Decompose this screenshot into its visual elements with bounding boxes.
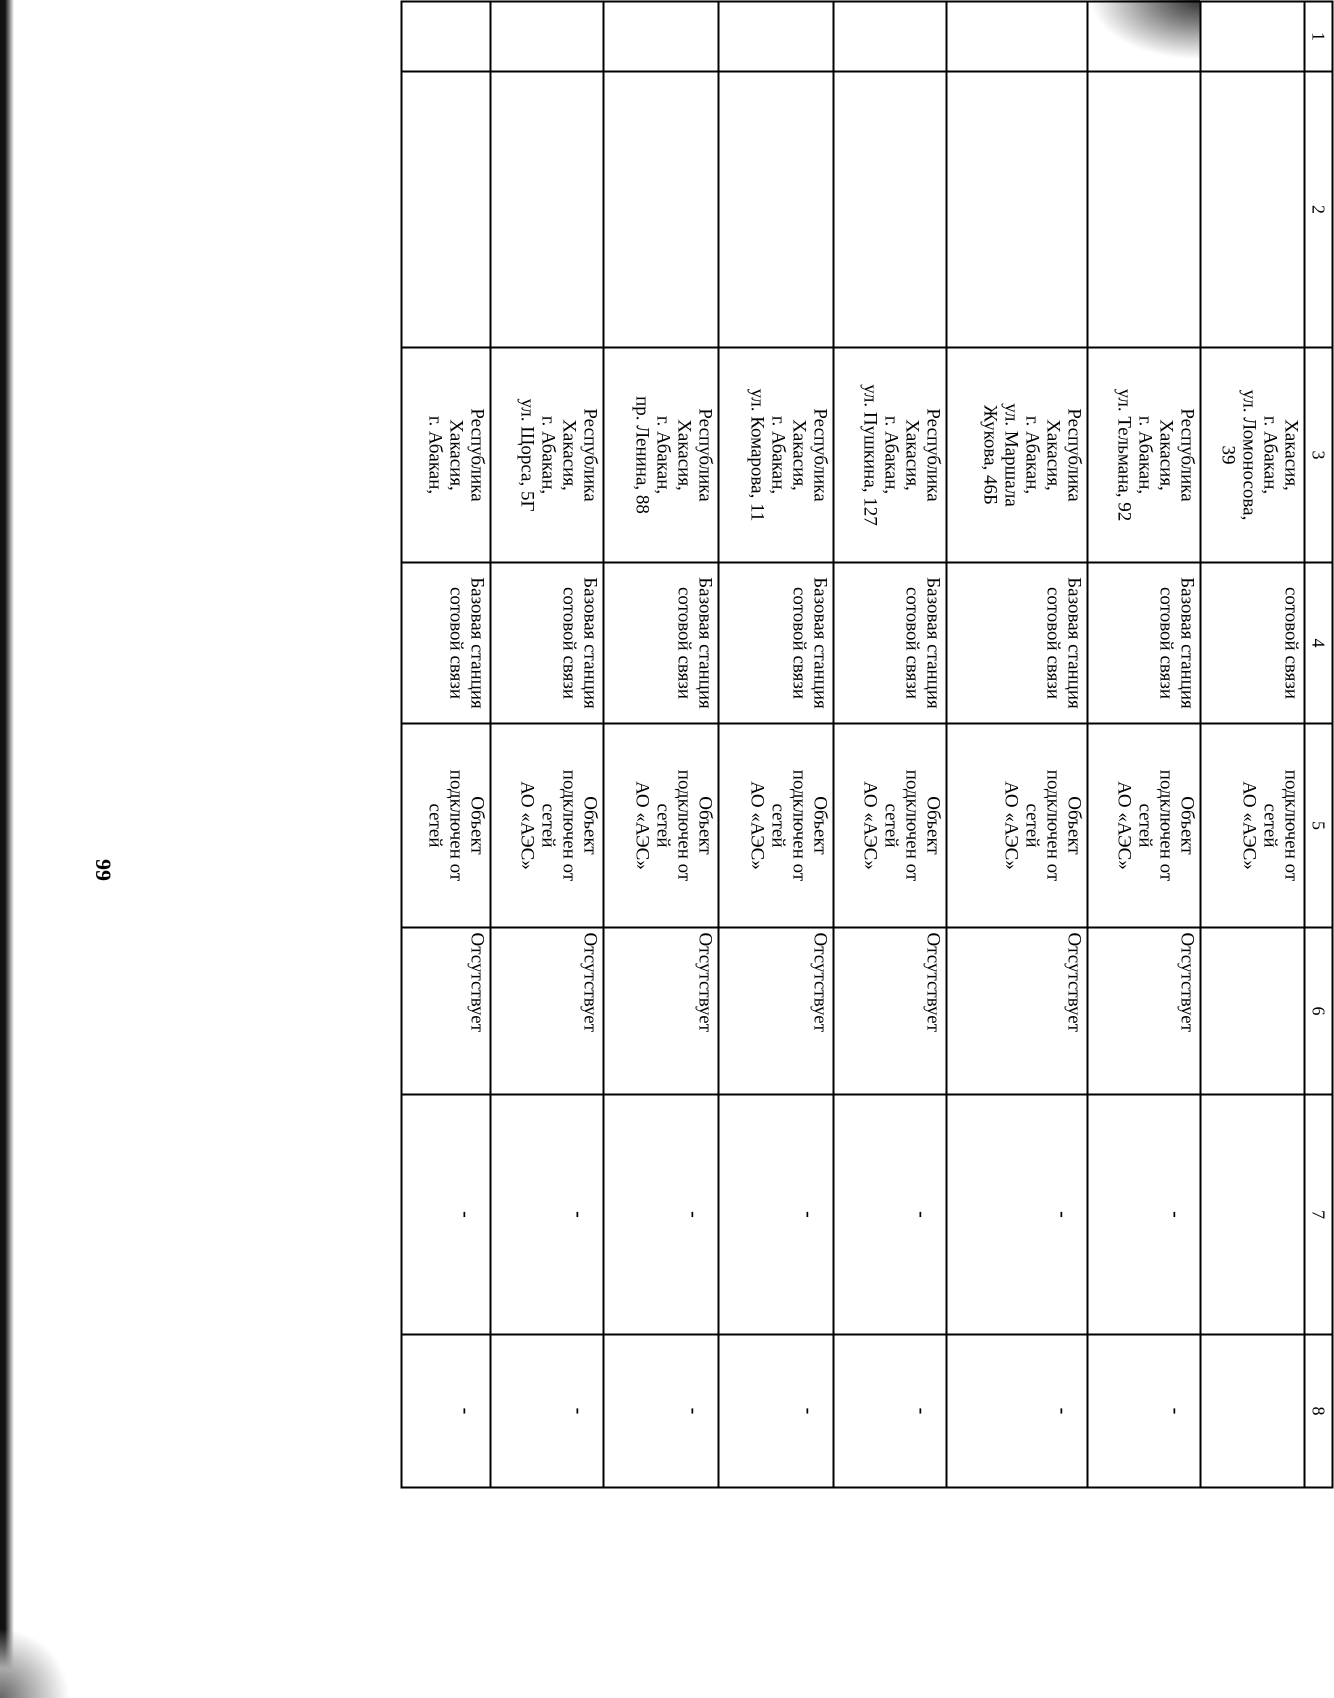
- cell-address: Республика Хакасия, г. Абакан, ул. Тельмана, 92: [1088, 347, 1201, 562]
- header-cell: 5: [1305, 723, 1333, 927]
- cell-connection: Объект подключен от сетей АО «АЭС»: [604, 723, 719, 927]
- cell-number: [1088, 1, 1201, 71]
- header-cell: 4: [1305, 562, 1333, 723]
- cell-purpose: Базовая станция сотовой связи: [604, 562, 719, 723]
- cell-name: [947, 71, 1088, 347]
- cell-status: Отсутствует: [947, 927, 1088, 1094]
- cell-col8: -: [491, 1334, 604, 1487]
- cell-address: Хакасия, г. Абакан, ул. Ломоносова, 39: [1201, 347, 1305, 562]
- cell-number: [947, 1, 1088, 71]
- cell-purpose: Базовая станция сотовой связи: [947, 562, 1088, 723]
- header-cell: 1: [1305, 1, 1333, 71]
- header-cell: 8: [1305, 1334, 1333, 1487]
- cell-name: [491, 71, 604, 347]
- cell-purpose: Базовая станция сотовой связи: [834, 562, 947, 723]
- cell-number: [604, 1, 719, 71]
- cell-col8: -: [604, 1334, 719, 1487]
- cell-connection: Объект подключен от сетей АО «АЭС»: [1088, 723, 1201, 927]
- cell-number: [402, 1, 491, 71]
- cell-status: [1201, 927, 1305, 1094]
- page-number: 99: [91, 859, 116, 881]
- cell-status: Отсутствует: [719, 927, 834, 1094]
- cell-col8: -: [1088, 1334, 1201, 1487]
- cell-status: Отсутствует: [834, 927, 947, 1094]
- cell-connection: Объект подключен от сетей: [402, 723, 491, 927]
- cell-col7: [1201, 1094, 1305, 1334]
- cell-col7: -: [947, 1094, 1088, 1334]
- cell-address: Республика Хакасия, г. Абакан, ул. Маршала Жукова, 46Б: [947, 347, 1088, 562]
- cell-number: [834, 1, 947, 71]
- cell-col7: -: [1088, 1094, 1201, 1334]
- header-cell: 6: [1305, 927, 1333, 1094]
- cell-connection: Объект подключен от сетей АО «АЭС»: [834, 723, 947, 927]
- cell-status: Отсутствует: [1088, 927, 1201, 1094]
- cell-status: Отсутствует: [491, 927, 604, 1094]
- header-cell: 2: [1305, 71, 1333, 347]
- table-row: [1088, 1, 1201, 1487]
- cell-name: [1088, 71, 1201, 347]
- cell-address: Республика Хакасия, г. Абакан, ул. Пушкина, 127: [834, 347, 947, 562]
- cell-purpose: Базовая станция сотовой связи: [1088, 562, 1201, 723]
- cell-col8: -: [402, 1334, 491, 1487]
- cell-number: [1201, 1, 1305, 71]
- table-row: [491, 1, 604, 1487]
- cell-col7: -: [402, 1094, 491, 1334]
- cell-connection: Объект подключен от сетей АО «АЭС»: [947, 723, 1088, 927]
- table-row: [834, 1, 947, 1487]
- facilities-table: [401, 0, 1334, 1488]
- cell-address: Республика Хакасия, г. Абакан, пр. Ленина, 88: [604, 347, 719, 562]
- cell-number: [491, 1, 604, 71]
- cell-purpose: Базовая станция сотовой связи: [491, 562, 604, 723]
- cell-number: [719, 1, 834, 71]
- cell-col7: -: [834, 1094, 947, 1334]
- cell-name: [834, 71, 947, 347]
- table-row: [402, 1, 491, 1487]
- cell-col8: -: [719, 1334, 834, 1487]
- cell-col8: -: [947, 1334, 1088, 1487]
- header-cell: 7: [1305, 1094, 1333, 1334]
- cell-col7: -: [491, 1094, 604, 1334]
- header-cell: 3: [1305, 347, 1333, 562]
- cell-connection: Объект подключен от сетей АО «АЭС»: [719, 723, 834, 927]
- cell-purpose: сотовой связи: [1201, 562, 1305, 723]
- rotated-table-wrapper: [405, 0, 1334, 1486]
- cell-name: [402, 71, 491, 347]
- cell-purpose: Базовая станция сотовой связи: [402, 562, 491, 723]
- cell-name: [719, 71, 834, 347]
- table-row: [947, 1, 1088, 1487]
- cell-col8: -: [834, 1334, 947, 1487]
- cell-status: Отсутствует: [402, 927, 491, 1094]
- cell-connection: подключен от сетей АО «АЭС»: [1201, 723, 1305, 927]
- table-row: [1201, 1, 1305, 1487]
- cell-address: Республика Хакасия, г. Абакан, ул. Комарова, 11: [719, 347, 834, 562]
- cell-connection: Объект подключен от сетей АО «АЭС»: [491, 723, 604, 927]
- cell-status: Отсутствует: [604, 927, 719, 1094]
- header-row: [1305, 1, 1333, 1487]
- table-row: [719, 1, 834, 1487]
- cell-address: Республика Хакасия, г. Абакан, ул. Щорса, 5Г: [491, 347, 604, 562]
- table-row: [604, 1, 719, 1487]
- cell-name: [1201, 71, 1305, 347]
- cell-name: [604, 71, 719, 347]
- scan-edge-left: [0, 0, 14, 1698]
- cell-col7: -: [719, 1094, 834, 1334]
- scan-shadow-bottom-left: [0, 1628, 70, 1698]
- cell-col8: [1201, 1334, 1305, 1487]
- cell-col7: -: [604, 1094, 719, 1334]
- cell-purpose: Базовая станция сотовой связи: [719, 562, 834, 723]
- cell-address: Республика Хакасия, г. Абакан,: [402, 347, 491, 562]
